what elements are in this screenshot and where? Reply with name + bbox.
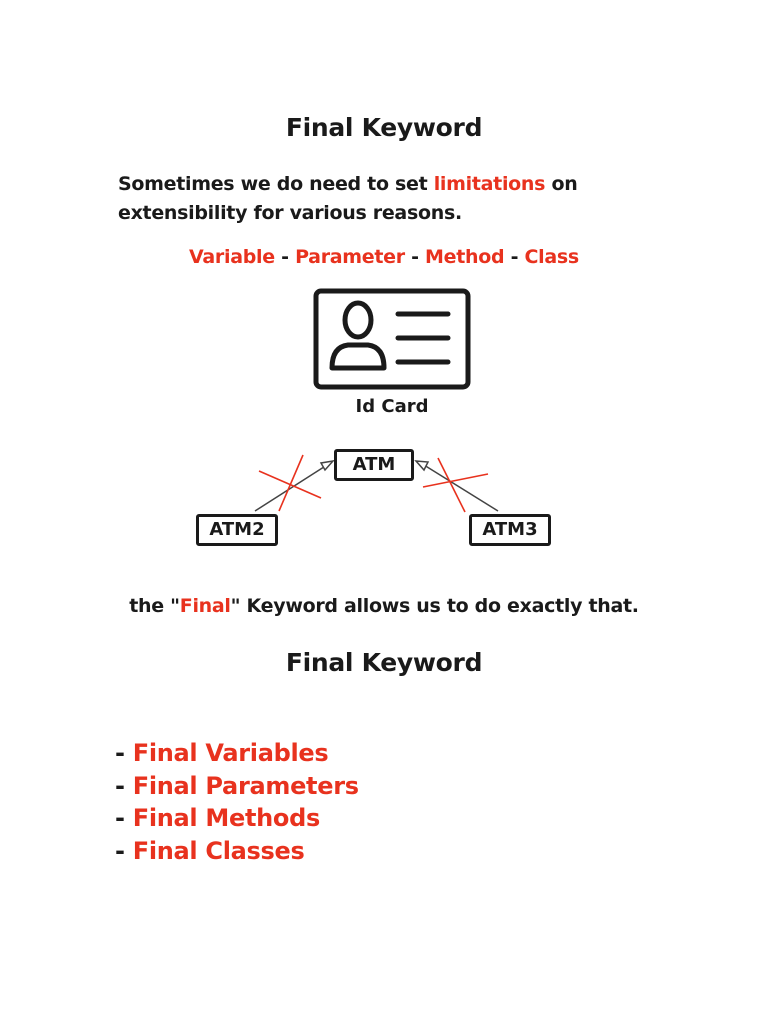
id-card-caption: Id Card — [355, 396, 429, 417]
list-dash: - — [115, 739, 133, 767]
section-title: Final Keyword — [285, 648, 483, 677]
arrowhead-left-icon — [321, 461, 333, 470]
summary-highlight: Final — [179, 595, 231, 617]
class-box-atm3: ATM3 — [469, 514, 551, 546]
inheritance-arrow-left — [255, 465, 327, 511]
intro-highlight: limitations — [433, 173, 546, 195]
intro-text-end: on extensibility for various reasons. — [118, 173, 578, 224]
list-item-label: Final Variables — [132, 739, 329, 767]
kind-parameter: Parameter — [295, 246, 405, 268]
kind-method: Method — [425, 246, 505, 268]
list-item-label: Final Parameters — [132, 771, 359, 800]
summary-text — [0, 595, 768, 617]
kind-separator: - — [504, 246, 525, 268]
page-title: Final Keyword — [285, 113, 483, 142]
list-dash: - — [115, 771, 133, 800]
list-item — [115, 770, 359, 803]
arrowhead-right-icon — [416, 461, 428, 470]
kind-variable: Variable — [189, 246, 275, 268]
kind-class: Class — [524, 246, 579, 268]
class-box-atm2: ATM2 — [196, 514, 278, 546]
list-item — [115, 835, 359, 868]
list-dash: - — [115, 836, 133, 865]
summary-text-end: " Keyword allows us to do exactly that. — [230, 595, 639, 617]
list-dash: - — [115, 804, 133, 832]
kind-separator: - — [404, 246, 426, 268]
kind-separator: - — [274, 246, 296, 268]
list-item — [115, 737, 359, 770]
list-item-label: Final Classes — [132, 836, 305, 865]
list-item-label: Final Methods — [132, 804, 320, 832]
final-kinds-list — [115, 737, 359, 867]
class-box-atm: ATM — [334, 449, 414, 481]
list-item — [115, 802, 359, 835]
summary-text-start: the " — [129, 595, 180, 617]
intro-text-start: Sometimes we do need to set — [118, 173, 434, 195]
